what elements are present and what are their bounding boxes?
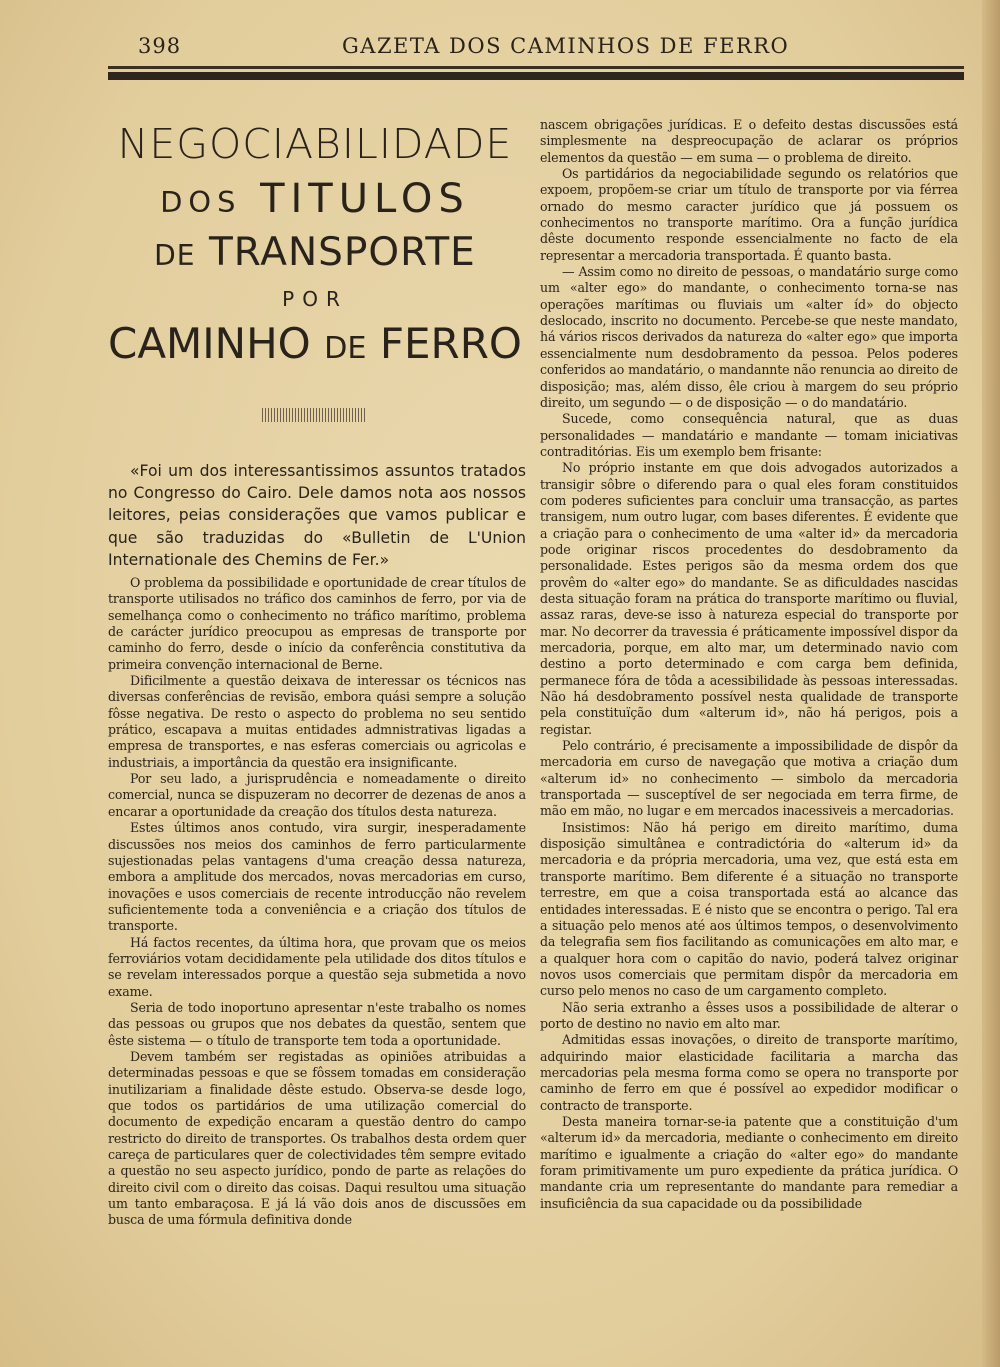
- title-line-2: [100, 176, 530, 222]
- page-edge: [982, 0, 1000, 1367]
- paragraph: Devem também ser registadas as opiniões atribuidas a determinadas pessoas e que se fôssem tomadas em consideração inutilizariam a finalidade dêste estudo. Observa-se desde logo, que todos os partidários de uma utilização comercial do documento de expedição encaram a questão dentro do campo restricto do direito de transportes. Os trabalhos desta ordem quer careça de particulares quer de colectividades têm sempre evitado a questão no seu aspecto jurídico, pondo de parte as relações do direito civil com o direito das coisas. Daqui resultou uma situação um tanto embaraçosa. E já lá vão dois anos de discussões em busca de uma fórmula definitiva donde: [108, 1048, 526, 1228]
- paragraph: Não seria extranho a êsses usos a possibilidade de alterar o porto de destino no navio em alto mar.: [540, 999, 958, 1031]
- paragraph: Por seu lado, a jurisprudência e nomeadamente o direito comercial, nunca se dispuzeram no decorrer de dezenas de anos a encarar a oportunidade da creação dos títulos desta natureza.: [108, 771, 526, 819]
- paragraph: Os partidários da negociabilidade segundo os relatórios que expoem, propõem-se criar um título de transporte por via férrea ornado do mesmo caracter jurídico que já possuem os conhecimentos no transporte marítimo. Ora a função jurídica dêste documento responde essencialmente no facto de ela representar a mercadoria transportada. É quanto basta.: [540, 166, 958, 263]
- title-line-4: POR: [282, 287, 348, 311]
- right-column: [540, 117, 958, 1212]
- paragraph: — Assim como no direito de pessoas, o mandatário surge como um «alter ego» do mandante, o conhecimento torna-se nas operações marítimas ou fluviais um «alter íd» do objecto deslocado, inscrito no documento. Percebe-se que neste mandato, há vários riscos derivados da natureza do «alter ego» que importa essencialmente num desdobramento da pessoa. Pelos poderes conferidos ao mandatário, o mandannte não renuncia ao direito de disposição; mas, além disso, êle criou à margem do seu próprio direito, um segundo — o de disposição — o do mandatário.: [540, 264, 958, 410]
- paragraph: O problema da possibilidade e oportunidade de crear títulos de transporte utilisados no tráfico dos caminhos de ferro, por via de semelhança como o conhecimento no tráfico marítimo, problema de carácter jurídico preocupou as empresas de transporte por caminho do ferro, desde o início da conferência constitutiva da primeira convenção internacional de Berne.: [108, 575, 526, 672]
- title-line-2-small: DOS: [160, 185, 242, 219]
- paragraph: Insistimos: Não há perigo em direito marítimo, duma disposição simultânea e contradictória do «alterum id» da mercadoria e da própria mercadoria, uma vez, que está esta em transporte marítimo. Bem diferente é a situação no transporte terrestre, em que a coisa transportada está ao alcance das entidades interessadas. E é nisto que se encontra o perigo. Tal era a situação pelo menos até aos últimos tempos, o desenvolvimento da telegrafia sem fios facilitando as comunicações em alto mar, e a qualquer hora com o capitão do navio, poderá talvez originar novos usos comerciais que permitam dispôr da mercadoria em curso pelo menos no caso de um cargamento completo.: [540, 819, 958, 999]
- title-line-5-big2: FERRO: [379, 319, 522, 368]
- title-line-3-small: DE: [154, 239, 196, 272]
- paragraph: Seria de todo inoportuno apresentar n'este trabalho os nomes das pessoas ou grupos que nos debates da questão, sentem que êste sistema — o título de transporte tem toda a oportunidade.: [108, 999, 526, 1048]
- journal-title: GAZETA DOS CAMINHOS DE FERRO: [342, 34, 790, 58]
- header-rule-thick: [108, 72, 964, 80]
- title-line-1: NEGOCIABILIDADE: [117, 120, 513, 168]
- title-line-5-big: CAMINHO: [108, 319, 311, 368]
- article-intro: [108, 460, 526, 571]
- intro-paragraph: «Foi um dos interessantissimos assuntos tratados no Congresso do Cairo. Dele damos nota aos nossos leitores, peias considerações que vamos publicar e que são traduzidas do «Bulletin de L'Union Internationale des Chemins de Fer.»: [108, 462, 526, 569]
- header-rule-thin: [108, 66, 964, 69]
- page-number: 398: [138, 34, 182, 58]
- paragraph: No próprio instante em que dois advogados autorizados a transigir sôbre o diferendo para o qual eles foram constituidos com poderes suficientes para concluir uma transacção, as partes transigem, num outro lugar, com bases diferentes. É evidente que a criação para o conhecimento de uma «alter id» da mercadoria pode originar riscos procedentes do desdobramento da personalidade. Estes perigos são da mesma ordem dos que provêm do «alter ego» do mandante. Se as dificuldades nascidas desta situação foram na prática do transporte marítimo ou fluvial, assaz raras, deve-se isso à natureza especial do transporte por mar. No decorrer da travessia é práticamente impossível dispor da mercadoria, porque, em alto mar, um determinado navio com destino a porto determinado e com carga bem definida, permanece fóra de tôda a acessibilidade às pessoas interessadas. Não há desdobramento possível nesta qualidade de transporte pela constituïção dum «alterum id», não há perigos, pois a registar.: [540, 460, 958, 737]
- paragraph: Dificilmente a questão deixava de interessar os técnicos nas diversas conferências de revisão, embora quási sempre a solução fôsse negativa. De resto o aspecto do problema no seu sentido prático, escapava a muitas entidades admnistrativas ligadas a empresa de transportes, e nas esferas comerciais ou agricolas e industriais, a importância da questão era insignificante.: [108, 673, 526, 770]
- title-line-3-big: TRANSPORTE: [208, 230, 476, 275]
- title-line-5: [100, 319, 530, 368]
- paragraph: Estes últimos anos contudo, vira surgir, inesperadamente discussões nos meios dos caminhos de ferro particularmente sujestionadas pelas vantagens d'uma creação dessa natureza, embora a amplitude dos mercados, novas mercadorias em curso, inovações e usos comerciais de recente introducção não revelem suficientemente toda a conveniência e a criação dos títulos de transporte.: [108, 820, 526, 934]
- article-title: [100, 110, 530, 368]
- paragraph: Pelo contrário, é precisamente a impossibilidade de dispôr da mercadoria em curso de navegação que motiva a criação dum «alterum id» no conhecimento — simbolo da mercadoria transportada — susceptível de ser negociada em terra firme, de mão em mão, no lugar e em mercados inacessiveis a mercadorias.: [540, 738, 958, 819]
- title-line-2-big: TITULOS: [260, 176, 470, 222]
- paragraph: Desta maneira tornar-se-ia patente que a constituição d'um «alterum id» da mercadoria, mediante o conhecimento em direito marítimo e igualmente a criação do «alter ego» do mandante foram primitivamente um puro expediente da prática jurídica. O mandante cria um representante do mandante para remediar a insuficiência da sua capacidade ou da possibilidade: [540, 1113, 958, 1211]
- paragraph: nascem obrigações jurídicas. E o defeito destas discussões está simplesmente na despreocupação de aclarar os próprios elementos da questão — em suma — o problema de direito.: [540, 117, 958, 165]
- title-ornament: [262, 408, 366, 422]
- paragraph: Admitidas essas inovações, o direito de transporte marítimo, adquirindo maior elasticidade facilitaria a marcha das mercadorias pela mesma forma como se opera no transporte por caminho de ferro em que é possível ao expedidor modificar o contracto de transporte.: [540, 1032, 958, 1113]
- left-column: [108, 575, 526, 1229]
- title-line-3: [100, 230, 530, 275]
- paragraph: Sucede, como consequência natural, que as duas personalidades — mandatário e mandante — tomam iniciativas contraditórias. Eis um exemplo bem frisante:: [540, 411, 958, 459]
- title-line-5-small: DE: [324, 331, 367, 366]
- paragraph: Há factos recentes, da última hora, que provam que os meios ferroviários votam decididamente pela utilidade dos ditos títulos e se revelam interessados porque a questão seja submetida a novo exame.: [108, 934, 526, 999]
